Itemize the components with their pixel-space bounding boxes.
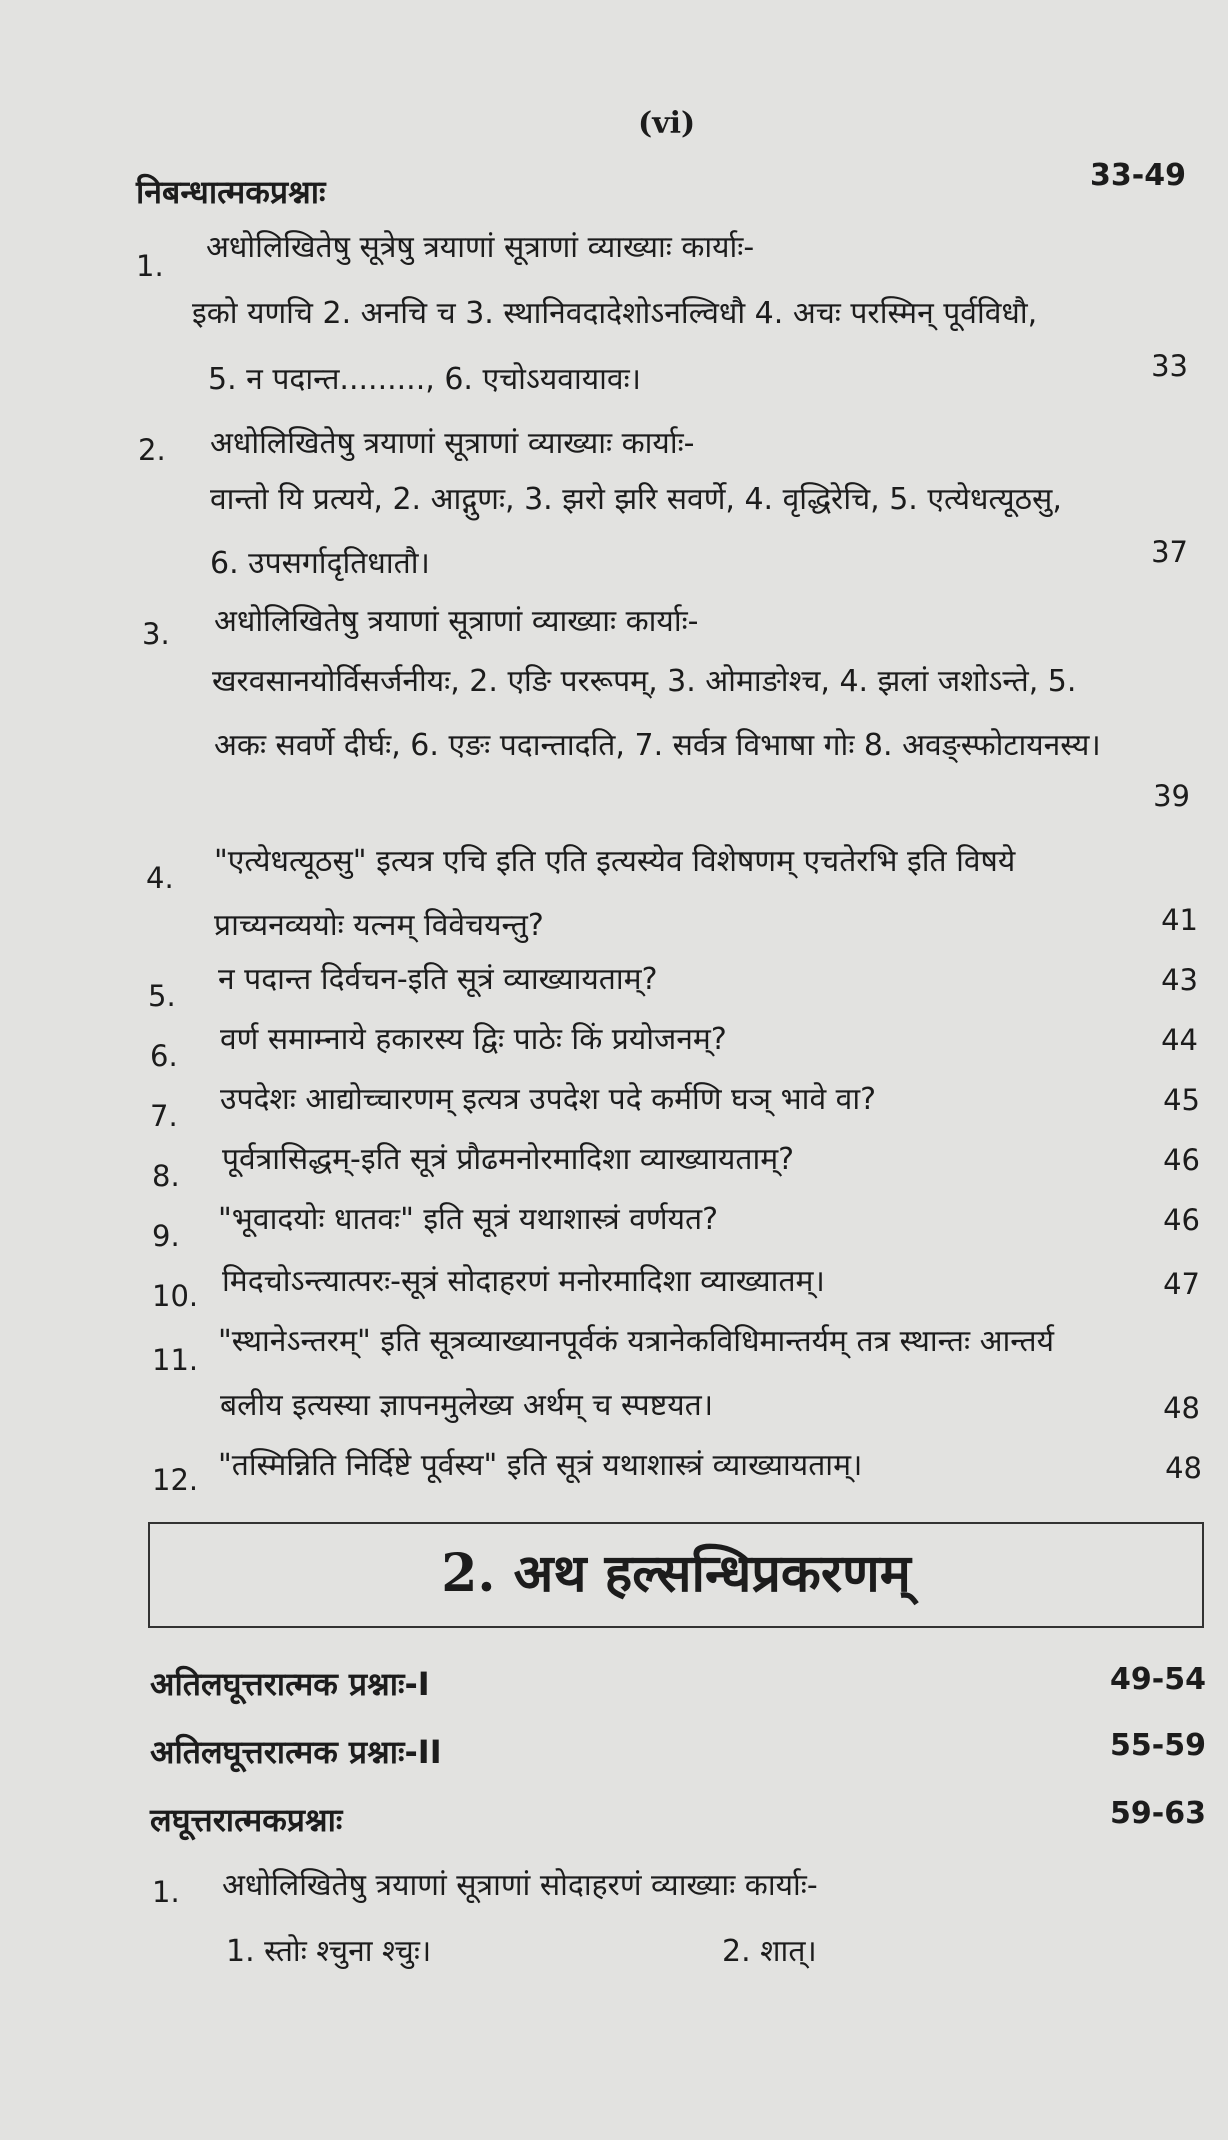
item-line: बलीय इत्यस्या ज्ञापनमुलेख्य अर्थम् च स्पष्टयत। (220, 1388, 714, 1423)
page-ref: 46 (1163, 1143, 1200, 1177)
item-line: पूर्वत्रासिद्धम्-इति सूत्रं प्रौढमनोरमादिशा व्याख्यायताम्? (222, 1142, 795, 1177)
page-ref: 39 (1153, 779, 1190, 813)
item-line: वान्तो यि प्रत्यये, 2. आद्गुणः, 3. झरो झरि सवर्णे, 4. वृद्धिरेचि, 5. एत्येधत्यूठसु, (210, 482, 1062, 517)
item-line: प्राच्यनव्ययोः यत्नम् विवेचयन्तु? (214, 908, 544, 943)
item-line: "तस्मिन्निति निर्दिष्टे पूर्वस्य" इति सूत्रं यथाशास्त्रं व्याख्यायताम्। (218, 1448, 863, 1483)
item-line: अधोलिखितेषु त्रयाणां सूत्राणां व्याख्याः कार्याः- (214, 604, 699, 639)
page-ref: 47 (1163, 1267, 1200, 1301)
item-number: 10. (152, 1279, 199, 1313)
chapter-title-box (148, 1522, 1204, 1628)
item-number: 8. (152, 1159, 180, 1193)
item-line: "एत्येधत्यूठसु" इत्यत्र एचि इति एति इत्यस्येव विशेषणम् एचतेरभि इति विषये (214, 844, 1016, 879)
item-line: इको यणचि 2. अनचि च 3. स्थानिवदादेशोऽनल्विधौ 4. अचः परस्मिन् पूर्वविधौ, (192, 296, 1038, 331)
page-ref: 46 (1163, 1203, 1200, 1237)
item-line: "भूवादयोः धातवः" इति सूत्रं यथाशास्त्रं वर्णयत? (218, 1202, 719, 1237)
item-line: अकः सवर्णे दीर्घः, 6. एङः पदान्तादति, 7. सर्वत्र विभाषा गोः 8. अवङ्स्फोटायनस्य। (214, 728, 1101, 763)
item-line: अधोलिखितेषु त्रयाणां सूत्राणां सोदाहरणं व्याख्याः कार्याः- (222, 1868, 818, 1903)
page-ref: 41 (1161, 903, 1198, 937)
item-number: 1. (136, 249, 164, 283)
item-line: 5. न पदान्त........., 6. एचोऽयवायावः। (208, 362, 642, 397)
sub-item: 2. शात्। (722, 1934, 817, 1969)
item-line: खरवसानयोर्विसर्जनीयः, 2. एङि पररूपम्, 3. ओमाङोश्च, 4. झलां जशोऽन्ते, 5. (212, 664, 1077, 699)
chapter-title: 2. अथ हल्सन्धिप्रकरणम् (441, 1543, 911, 1604)
item-number: 5. (148, 979, 176, 1013)
section-range: 55-59 (1110, 1728, 1206, 1763)
page-ref: 33 (1151, 349, 1188, 383)
page-marker: (vi) (638, 106, 696, 141)
item-line: मिदचोऽन्त्यात्परः-सूत्रं सोदाहरणं मनोरमादिशा व्याख्यातम्। (222, 1264, 825, 1299)
item-number: 6. (150, 1039, 178, 1073)
item-number: 11. (152, 1343, 199, 1377)
item-line: अधोलिखितेषु त्रयाणां सूत्राणां व्याख्याः कार्याः- (210, 426, 695, 461)
page-ref: 44 (1161, 1023, 1198, 1057)
section-range: 59-63 (1110, 1796, 1206, 1831)
section-heading-atilaghu-1: अतिलघूत्तरात्मक प्रश्नाः-I (150, 1665, 430, 1703)
item-number: 12. (152, 1463, 199, 1497)
page-ref: 43 (1161, 963, 1198, 997)
section-heading-nibandh: निबन्धात्मकप्रश्नाः (136, 173, 326, 211)
item-line: उपदेशः आद्योच्चारणम् इत्यत्र उपदेश पदे कर्मणि घञ् भावे वा? (220, 1082, 877, 1117)
page-ref: 37 (1151, 535, 1188, 569)
item-number: 4. (146, 861, 174, 895)
section-range: 33-49 (1090, 158, 1186, 193)
section-heading-laghu: लघूत्तरात्मकप्रश्नाः (150, 1801, 343, 1839)
page-ref: 48 (1165, 1451, 1202, 1485)
item-line: न पदान्त दिर्वचन-इति सूत्रं व्याख्यायताम्? (218, 962, 658, 997)
item-line: वर्ण समाम्नाये हकारस्य द्विः पाठेः किं प्रयोजनम्? (220, 1022, 727, 1057)
section-range: 49-54 (1110, 1662, 1206, 1697)
item-line: 6. उपसर्गादृतिधातौ। (210, 546, 430, 581)
item-line: "स्थानेऽन्तरम्" इति सूत्रव्याख्यानपूर्वकं यत्रानेकविधिमान्तर्यम् तत्र स्थान्तः आन्तर्य (218, 1324, 1054, 1359)
item-number: 1. (152, 1875, 180, 1909)
section-heading-atilaghu-2: अतिलघूत्तरात्मक प्रश्नाः-II (150, 1733, 442, 1771)
item-number: 9. (152, 1219, 180, 1253)
item-line: अधोलिखितेषु सूत्रेषु त्रयाणां सूत्राणां व्याख्याः कार्याः- (206, 230, 755, 265)
page-ref: 48 (1163, 1391, 1200, 1425)
item-number: 2. (138, 433, 166, 467)
sub-item: 1. स्तोः श्चुना श्चुः। (226, 1934, 432, 1969)
item-number: 7. (150, 1099, 178, 1133)
item-number: 3. (142, 617, 170, 651)
page-ref: 45 (1163, 1083, 1200, 1117)
